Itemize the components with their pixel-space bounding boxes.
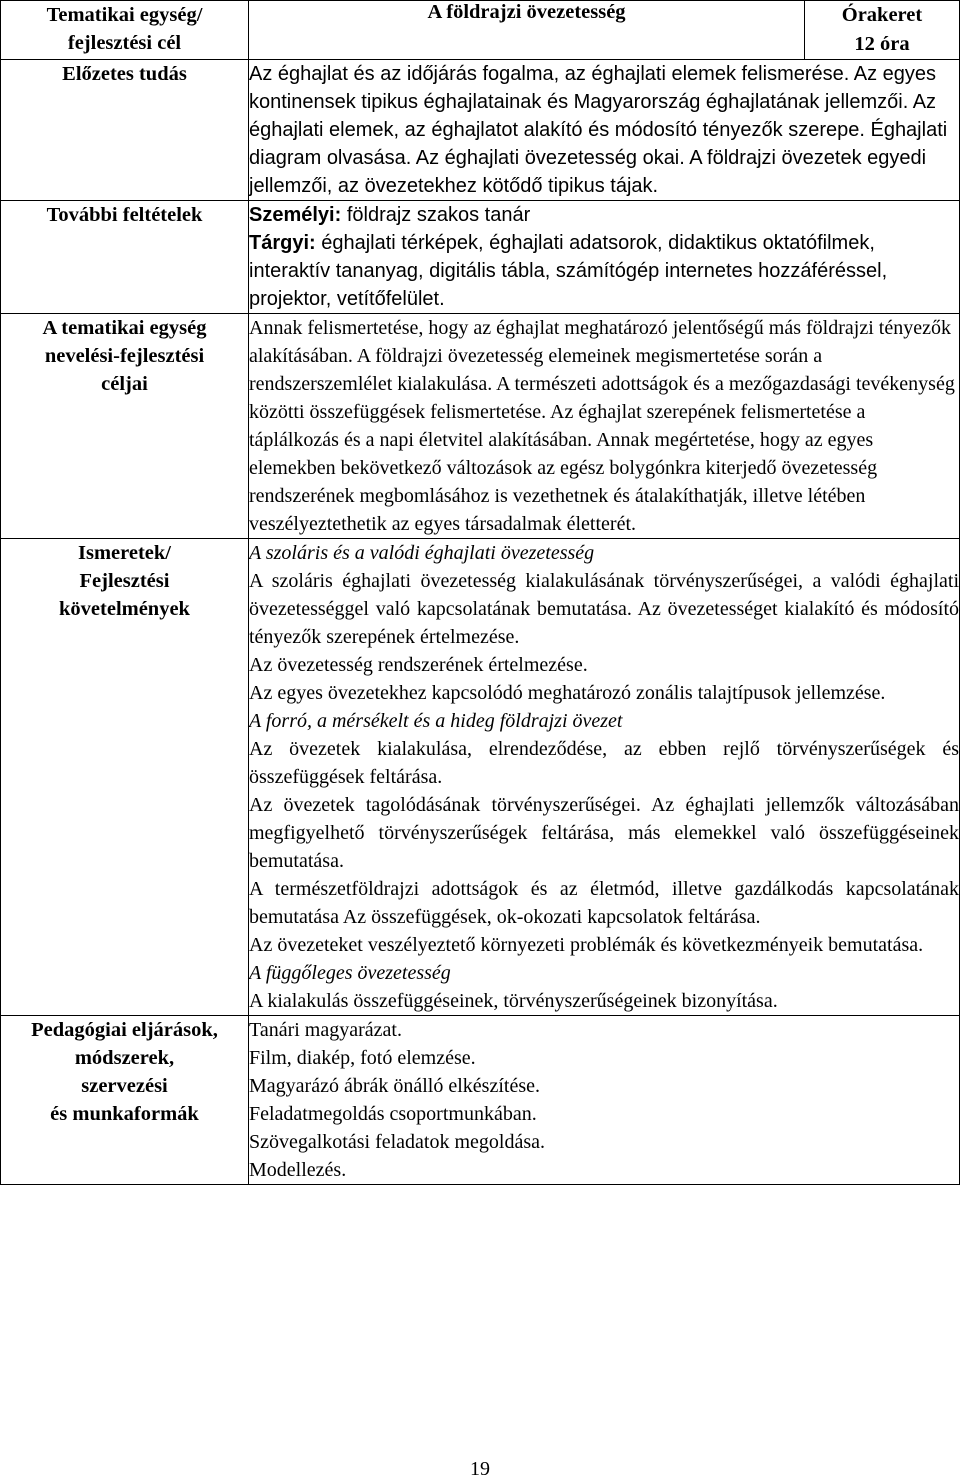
- method-item: Szövegalkotási feladatok megoldása.: [249, 1131, 546, 1153]
- row-content: [249, 1016, 960, 1185]
- method-item: Film, diakép, fotó elemzése.: [249, 1047, 476, 1069]
- row-label-line: Ismeretek/: [78, 542, 171, 564]
- row-label-line: Fejlesztési: [79, 570, 170, 592]
- row-goals: [1, 314, 960, 539]
- row-label-line: További feltételek: [46, 204, 203, 226]
- requirement-paragraph: Az övezetesség rendszerének értelmezése.: [249, 654, 588, 676]
- requirement-paragraph: Az egyes övezetekhez kapcsolódó meghatározó zonális talajtípusok jellemzése.: [249, 682, 886, 704]
- row-requirements: [1, 539, 960, 1016]
- row-label-line: Pedagógiai eljárások,: [31, 1019, 218, 1041]
- row-label: [1, 539, 249, 1016]
- requirement-paragraph: Az övezeteket veszélyeztető környezeti problémák és következményeik bemutatása.: [249, 934, 924, 956]
- row-label: [1, 201, 249, 314]
- method-item: Feladatmegoldás csoportmunkában.: [249, 1103, 537, 1125]
- header-row: [1, 1, 960, 60]
- personal-label: Személyi:: [249, 204, 342, 226]
- hours-value: 12 óra: [854, 33, 910, 55]
- row-label-line: Előzetes tudás: [62, 63, 187, 85]
- requirement-paragraph: Az övezetek kialakulása, elrendeződése, az ebben rejlő törvényszerűségek és összefüggések feltárása.: [249, 738, 959, 788]
- row-label: [1, 1016, 249, 1185]
- header-left-line-2: fejlesztési cél: [67, 32, 182, 54]
- row-label-line: A tematikai egység: [42, 317, 207, 339]
- row-content: [249, 201, 960, 314]
- row-label: [1, 60, 249, 201]
- method-item: Modellezés.: [249, 1159, 347, 1181]
- page-number: 19: [470, 1458, 490, 1480]
- row-label-line: céljai: [101, 373, 148, 395]
- row-label-line: követelmények: [59, 598, 190, 620]
- material-label: Tárgyi:: [249, 232, 316, 254]
- requirement-paragraph: A természetföldrajzi adottságok és az életmód, illetve gazdálkodás kapcsolatának bemutatása Az összefüggések, ok-okozati kapcsolatok feltárása.: [249, 878, 959, 928]
- goals-text: Annak felismertetése, hogy az éghajlat meghatározó jelentőségű más földrajzi tényezők alakításában. A földrajzi övezetesség elemeinek megismertetése során a rendszerszemlélet kialakulása. A természeti adottságok és a mezőgazdasági tevékenység közötti összefüggések felismertetése. Az éghajlat szerepének felismertetése a táplálkozás és a napi életvitel alakításában. Annak megértetése, hogy az egyes elemekben bekövetkező változások az egész bolygónkra kiterjedő övezetesség rendszerének megbomlásához is vezethetnek és átalakíthatják, illetve létében veszélyeztethetik az egyes társadalmak életterét.: [249, 317, 955, 535]
- hours-cell: [805, 1, 960, 60]
- method-item: Tanári magyarázat.: [249, 1019, 402, 1041]
- material-conditions: [249, 229, 959, 313]
- prior-knowledge-text: Az éghajlat és az időjárás fogalma, az éghajlati elemek felismerése. Az egyes kontinensek tipikus éghajlatainak és Magyarország éghajlatának jellemzői. Az éghajlati elemek, az éghajlatot alakító és módosító tényezők szerepe. Éghajlati diagram olvasása. Az éghajlati övezetesség okai. A földrajzi övezetek egyedi jellemzői, az övezetekhez kötődő tipikus tájak.: [249, 63, 948, 197]
- requirement-subheading: A forró, a mérsékelt és a hideg földrajzi övezet: [249, 710, 623, 732]
- row-methods: [1, 1016, 960, 1185]
- requirement-paragraph: Az övezetek tagolódásának törvényszerűségei. Az éghajlati jellemzők változásában megfigyelhető törvényszerűségek feltárása, más elemekkel való összefüggéseinek bemutatása.: [249, 794, 959, 872]
- row-content: [249, 314, 960, 539]
- header-left-cell: [1, 1, 249, 60]
- row-label-line: nevelési-fejlesztési: [44, 345, 205, 367]
- personal-conditions: [249, 201, 959, 229]
- requirement-subheading: A függőleges övezetesség: [249, 962, 451, 984]
- row-content: [249, 539, 960, 1016]
- requirement-subheading: A szoláris és a valódi éghajlati övezetesség: [249, 542, 595, 564]
- row-conditions: [1, 201, 960, 314]
- row-prior-knowledge: [1, 60, 960, 201]
- row-label-line: módszerek,: [74, 1047, 175, 1069]
- header-left-line-1: Tematikai egység/: [46, 4, 203, 26]
- row-label: [1, 314, 249, 539]
- method-item: Magyarázó ábrák önálló elkészítése.: [249, 1075, 540, 1097]
- row-label-line: és munkaformák: [50, 1103, 199, 1125]
- row-content: [249, 60, 960, 201]
- requirement-paragraph: A kialakulás összefüggéseinek, törvényszerűségeinek bizonyítása.: [249, 990, 778, 1012]
- personal-text: földrajz szakos tanár: [341, 204, 531, 226]
- material-text: éghajlati térképek, éghajlati adatsorok, didaktikus oktatófilmek, interaktív tananyag, digitális tábla, számítógép internetes hozzáféréssel, projektor, vetítőfelület.: [249, 232, 888, 310]
- hours-label: Órakeret: [841, 4, 923, 26]
- unit-title: A földrajzi övezetesség: [249, 1, 805, 60]
- row-label-line: szervezési: [81, 1075, 168, 1097]
- requirement-paragraph: A szoláris éghajlati övezetesség kialakulásának törvényszerűségei, a valódi éghajlati övezetességgel való kapcsolatának bemutatása. Az övezetességet kialakító és módosító tényezők szerepének értelmezése.: [249, 570, 959, 648]
